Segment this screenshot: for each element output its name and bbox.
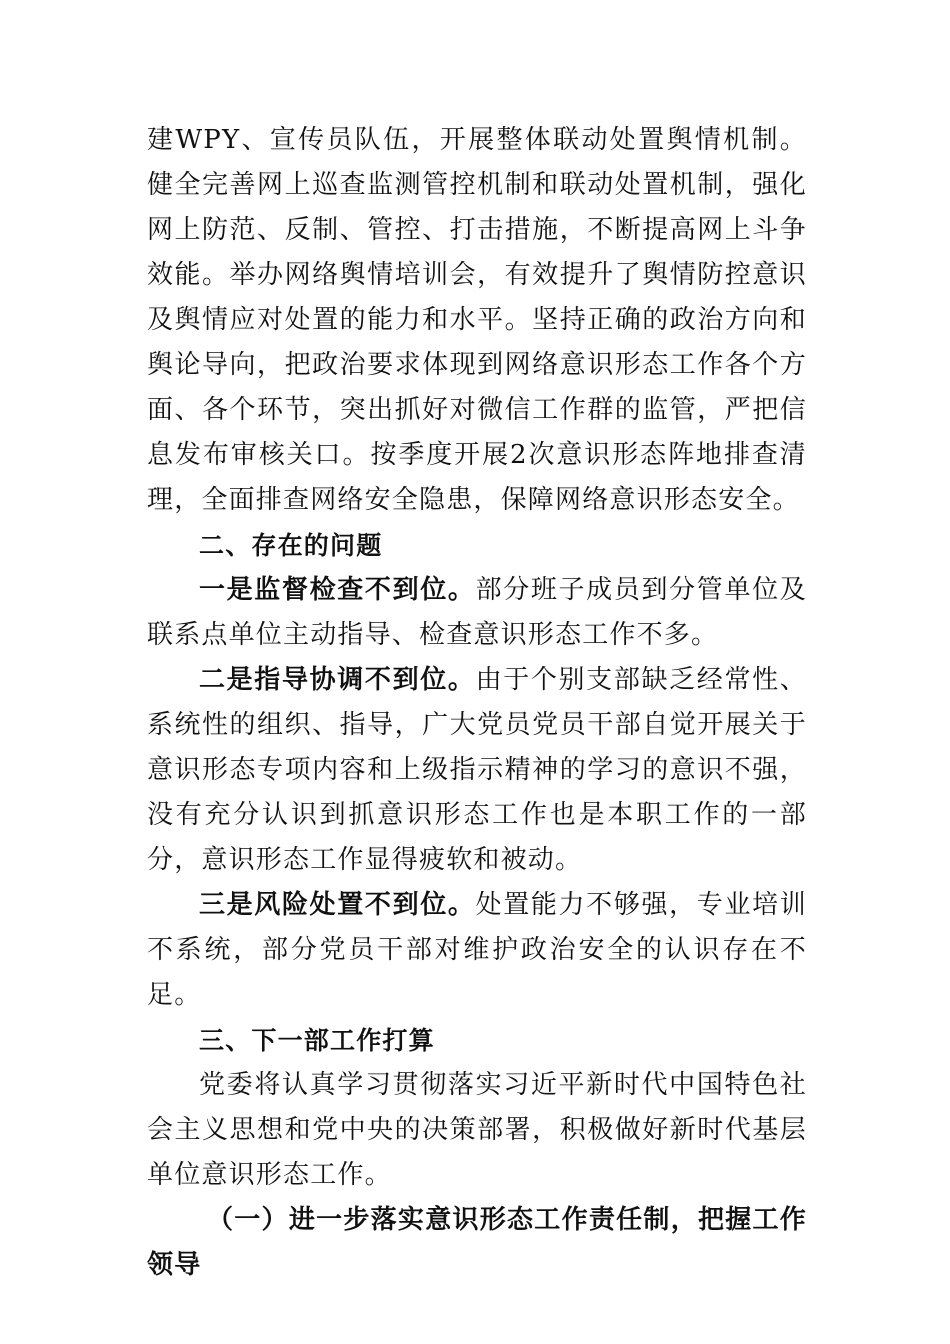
problem1-lead: 一是监督检查不到位。: [199, 575, 476, 605]
problem3-lead: 三是风险处置不到位。: [199, 890, 476, 920]
document-page: [147, 118, 807, 1288]
problem2-paragraph: [147, 658, 807, 883]
section3-heading: 三、下一部工作打算: [199, 1026, 435, 1055]
problem3-text: 处置能力不够强，专业培训不系统，部分党员干部对维护政治安全的认识存在不足。: [147, 890, 807, 1010]
problem1-text: 部分班子成员到分管单位及联系点单位主动指导、检查意识形态工作不多。: [147, 575, 807, 650]
paragraph-continued: 建WPY、宣传员队伍，开展整体联动处置舆情机制。健全完善网上巡查监测管控机制和联动处置机制，强化网上防范、反制、管控、打击措施，不断提高网上斗争效能。举办网络舆情培训会，有效提升了舆情防控意识及舆情应对处置的能力和水平。坚持正确的政治方向和舆论导向，把政治要求体现到网络意识形态工作各个方面、各个环节，突出抓好对微信工作群的监管，严把信息发布审核关口。按季度开展2次意识形态阵地排查清理，全面排查网络安全隐患，保障网络意识形态安全。: [147, 125, 807, 515]
problem1-paragraph: [147, 568, 807, 658]
problem2-text: 由于个别支部缺乏经常性、系统性的组织、指导，广大党员党员干部自觉开展关于意识形态专项内容和上级指示精神的学习的意识不强，没有充分认识到抓意识形态工作也是本职工作的一部分，意识形态工作显得疲软和被动。: [147, 665, 807, 875]
problem3-paragraph: [147, 883, 807, 1018]
section2-heading: 二、存在的问题: [199, 531, 383, 560]
plan-item1: （一）进一步落实意识形态工作责任制，把握工作领导: [147, 1205, 807, 1280]
problem2-lead: 二是指导协调不到位。: [199, 665, 476, 695]
plan-intro: 党委将认真学习贯彻落实习近平新时代中国特色社会主义思想和党中央的决策部署，积极做好新时代基层单位意识形态工作。: [147, 1070, 807, 1190]
